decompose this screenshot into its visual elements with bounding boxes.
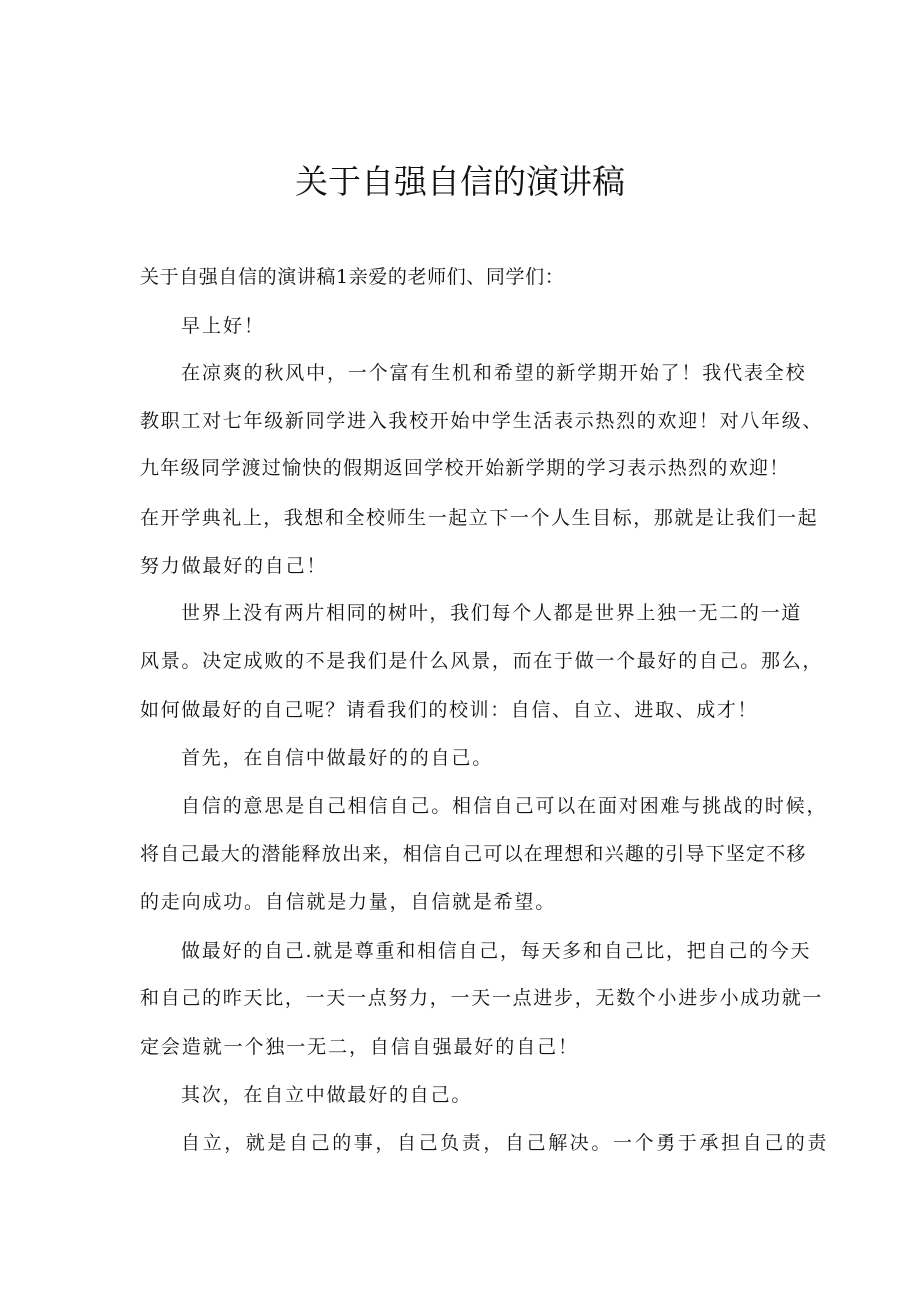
text-line: 的走向成功。自信就是力量，自信就是希望。 [140, 891, 557, 913]
text-line: 在开学典礼上，我想和全校师生一起立下一个人生目标，那就是让我们一起 [140, 507, 819, 529]
text-line: 世界上没有两片相同的树叶，我们每个人都是世界上独一无二的一道 [181, 602, 803, 624]
text-line: 早上好！ [181, 315, 266, 337]
text-line: 风景。决定成败的不是我们是什么风景，而在于做一个最好的自己。那么， [140, 650, 824, 672]
text-line: 自信的意思是自己相信自己。相信自己可以在面对困难与挑战的时候， [181, 795, 828, 817]
document-title: 关于自强自信的演讲稿 [295, 162, 625, 201]
text-line: 在凉爽的秋风中，一个富有生机和希望的新学期开始了！我代表全校 [181, 362, 807, 384]
text-line: 定会造就一个独一无二，自信自强最好的自己！ [140, 1036, 579, 1058]
text-line: 九年级同学渡过愉快的假期返回学校开始新学期的学习表示热烈的欢迎！ [140, 457, 790, 479]
text-line: 其次，在自立中做最好的自己。 [181, 1084, 473, 1106]
text-line: 和自己的昨天比，一天一点努力，一天一点进步，无数个小进步小成功就一 [140, 987, 824, 1009]
text-line: 教职工对七年级新同学进入我校开始中学生活表示热烈的欢迎！对八年级、 [140, 410, 824, 432]
text-line: 自立，就是自己的事，自己负责，自己解决。一个勇于承担自己的责 [181, 1132, 830, 1154]
text-line: 努力做最好的自己！ [140, 555, 328, 577]
text-line: 首先，在自信中做最好的的自己。 [181, 747, 494, 769]
text-line: 如何做最好的自己呢？请看我们的校训：自信、自立、进取、成才！ [140, 699, 759, 721]
text-line: 将自己最大的潜能释放出来，相信自己可以在理想和兴趣的引导下坚定不移 [140, 843, 807, 865]
text-line: 做最好的自己.就是尊重和相信自己，每天多和自己比，把自己的今天 [181, 940, 812, 962]
text-line: 关于自强自信的演讲稿1亲爱的老师们、同学们： [140, 266, 565, 288]
